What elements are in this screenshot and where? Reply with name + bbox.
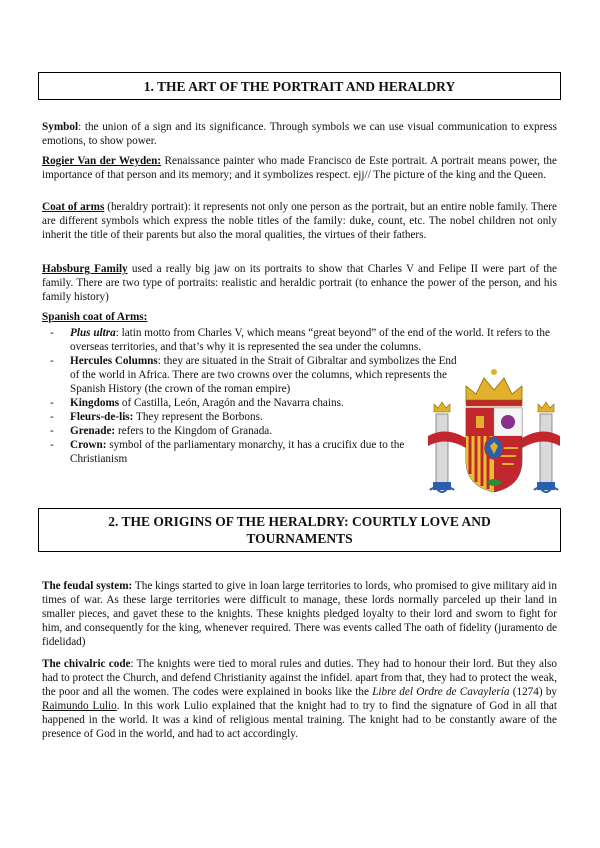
- coat-of-arms-term: Coat of arms: [42, 201, 105, 213]
- spanish-coat-heading-text: Spanish coat of Arms:: [42, 311, 148, 323]
- section-1-title-text: 1. THE ART OF THE PORTRAIT AND HERALDRY: [143, 78, 456, 94]
- symbol-text: : the union of a sign and its significance. Through symbols we can use visual communication to express emotions, to show power.: [42, 121, 557, 147]
- feudal-text: The kings started to give in loan large territories to lords, who promised to give military aid in times of war. As these large territories were difficult to manage, these lords normally parceled up their land in smaller pieces, and gavet these to the knights. These knights pledged loyalty to their lord and sworn to fight for him, and consequently for the king, whenever required. There was events called The oath of fidelity (juramento de fidelidad): [42, 580, 558, 648]
- chivalric-paragraph: The chivalric code: The knights were tied to moral rules and duties. They had to honour their lord. But they also had to protect the Church, and defend Christianity against the infidel. apart from that, they had to protect the weak, the poor and all the women. The codes were explained in books like the Libre del Ordre de Cavaylería (1274) by Raimundo Lulio. In this work Lulio explained that the knight had to try to find the signature of God in all that happened in the world. It was a kind of religious mental training. The knight had to be constantly aware of the presence of God in the world, and had to act accordingly.: [42, 658, 558, 740]
- section-1-title: [38, 72, 561, 100]
- spanish-coat-of-arms-icon: [426, 364, 562, 500]
- list-item: - Kingdoms of Castilla, León, Aragón and the Navarra chains.: [50, 397, 344, 409]
- coat-of-arms-paragraph: [42, 200, 557, 242]
- book-title: Libre del Ordre de Cavaylería: [372, 686, 510, 698]
- habsburg-paragraph: [42, 262, 557, 304]
- rogier-term: Rogier Van der Weyden:: [42, 155, 162, 167]
- author-name: Raimundo Lulio: [42, 700, 117, 712]
- list-item: - Hercules Columns: they are situated in the Strait of Gibraltar and symbolizes the End of the world in Africa. There are two crowns over the columns, which represents the Spanish History (the crown of the roman empire): [50, 355, 457, 395]
- habsburg-term: Habsburg Family: [42, 263, 128, 275]
- rogier-text: Renaissance painter who made Francisco de Este portrait. A portrait means power, the importance of that person and its memory; and it symbolizes respect. ejj// The picture of the king and the Queen.: [42, 155, 557, 181]
- chivalric-term: The chivalric code: [42, 658, 131, 670]
- list-item: - Plus ultra: latin motto from Charles V, which means “great beyond” of the end of the world. It refers to the overseas territories, and that’s why it is represented the sea under the columns.: [50, 327, 550, 353]
- symbol-term: Symbol: [42, 121, 79, 133]
- feudal-term: The feudal system:: [42, 580, 133, 592]
- section-2-title-text: 2. THE ORIGINS OF THE HERALDRY: COURTLY LOVE AND TOURNAMENTS: [108, 514, 491, 546]
- list-item: - Fleurs-de-lis: They represent the Borbons.: [50, 411, 263, 423]
- rogier-paragraph: [42, 154, 557, 182]
- list-item: - Crown: symbol of the parliamentary monarchy, it has a crucifix due to the Christianism: [50, 439, 405, 465]
- spanish-coat-heading: [42, 310, 557, 324]
- section-2-title: [38, 508, 561, 552]
- feudal-paragraph: [42, 579, 557, 649]
- habsburg-text: used a really big jaw on its portraits to show that Charles V and Felipe II were part of the family. There are two type of portraits: realistic and heraldic portrait (to enhance the power of the person, and his family history): [42, 263, 558, 303]
- coat-of-arms-text: (heraldry portrait): it represents not only one person as the portrait, but an entire noble family. There are different symbols which express the noble titles of the family: duke, count, etc. The nobel children not only inherit the title of their parents but also the moral qualities, the virtues of their fathers.: [42, 201, 557, 241]
- symbol-paragraph: [42, 120, 557, 148]
- list-item: - Grenade: refers to the Kingdom of Granada.: [50, 425, 273, 437]
